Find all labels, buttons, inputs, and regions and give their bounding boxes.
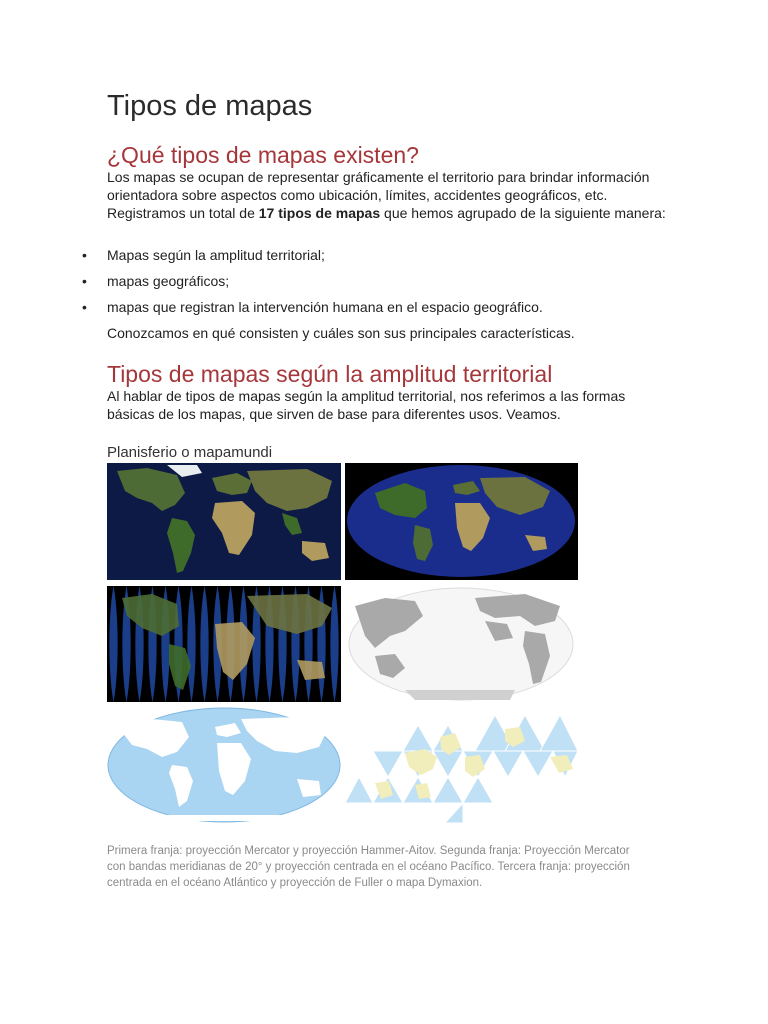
list-item: • mapas que registran la intervención humana en el espacio geográfico.: [80, 298, 543, 316]
intro-paragraph: [107, 168, 667, 222]
section-heading-types: ¿Qué tipos de mapas existen?: [107, 142, 419, 168]
intro-text-start: Los mapas se ocupan de representar gráficamente el territorio para brindar información orientadora sobre aspectos como ubicación, límites, accidentes geográficos, etc. Registramos un total de: [107, 169, 650, 221]
fuller-dymaxion-map: [345, 707, 578, 823]
intro-text-end: que hemos agrupado de la siguiente manera:: [380, 205, 666, 221]
territorial-intro-paragraph: Al hablar de tipos de mapas según la amplitud territorial, nos referimos a las formas básicas de los mapas, que sirven de base para diferentes usos. Veamos.: [107, 388, 626, 422]
subsection-heading-planisferio: Planisferio o mapamundi: [107, 444, 273, 461]
closing-paragraph: Conozcamos en qué consisten y cuáles son sus principales características.: [107, 325, 575, 341]
figure-caption: Primera franja: proyección Mercator y proyección Hammer-Aitov. Segunda franja: Proyección Mercator con bandas meridianas de 20° y proyección centrada en el océano Pacífico. Tercera franja: proyección centrada en el océano Atlántico y proyección de Fuller o mapa Dymaxion.: [107, 845, 630, 889]
list-item: • mapas geográficos;: [80, 272, 543, 290]
page-title: Tipos de mapas: [107, 90, 313, 122]
intro-bold-count: 17 tipos de mapas: [258, 205, 381, 221]
mercator-projection-map: [107, 463, 341, 580]
mercator-meridian-bands-map: [107, 586, 341, 702]
list-item: • Mapas según la amplitud territorial;: [80, 246, 543, 264]
atlantic-centered-projection-map: [107, 707, 341, 823]
section-heading-territorial: Tipos de mapas según la amplitud territorial: [107, 361, 553, 387]
pacific-centered-projection-map: [345, 586, 578, 702]
map-groups-list: [80, 246, 543, 324]
hammer-aitov-projection-map: [345, 463, 578, 580]
